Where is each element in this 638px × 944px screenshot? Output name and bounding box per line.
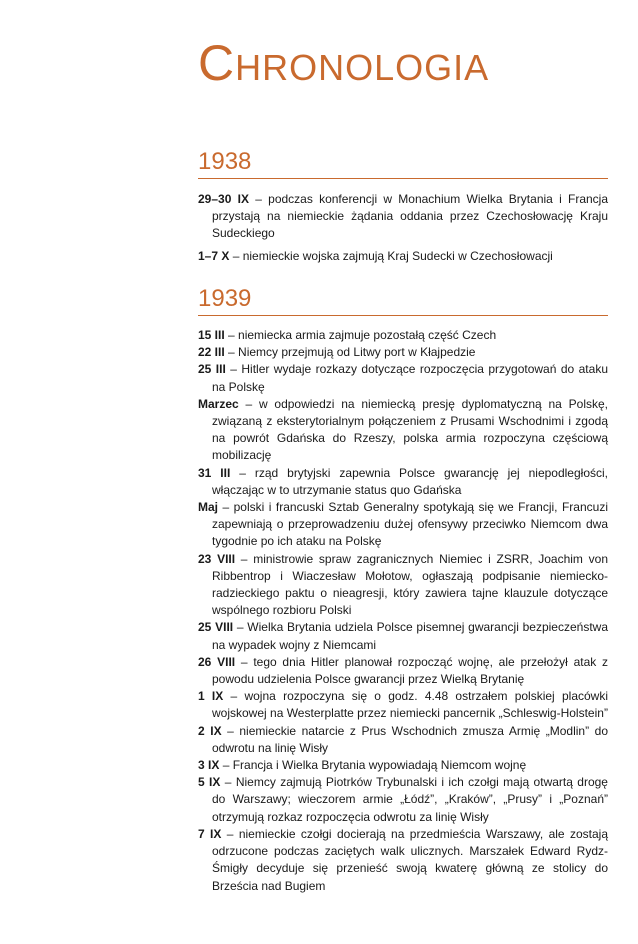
timeline-entry: [198, 344, 608, 361]
entry-date: 2 IX: [198, 723, 222, 738]
entry-text: – niemieckie wojska zajmują Kraj Sudecki w Czechosłowacji: [229, 248, 553, 263]
timeline-entry: [198, 723, 608, 757]
timeline-entry: [198, 499, 608, 551]
entry-text: – niemieckie natarcie z Prus Wschodnich zmusza Armię „Modlin” do odwrotu na linię Wisły: [212, 723, 608, 755]
entry-date: 1–7 X: [198, 248, 230, 263]
entry-date: Maj: [198, 500, 219, 515]
timeline-entry: [198, 361, 608, 395]
entry-text: – wojna rozpoczyna się o godz. 4.48 ostrzałem polskiej placówki wojskowej na Westerplatte przez niemiecki pancernik „Schleswig-Holstein”: [212, 689, 608, 721]
entry-date: 7 IX: [198, 826, 222, 841]
entry-text: – niemieckie czołgi docierają na przedmieścia Warszawy, ale zostają odrzucone podczas zaciętych walk ulicznych. Marszałek Edward Rydz-Śmigły decyduje się przenieść swoją kwaterę główną ze stolicy do Brześcia nad Bugiem: [212, 826, 608, 893]
timeline-entry: [198, 619, 608, 653]
entry-text: – Hitler wydaje rozkazy dotyczące rozpoczęcia przygotowań do ataku na Polskę: [212, 362, 608, 394]
entries-1939: [198, 327, 608, 895]
timeline-entry: [198, 327, 608, 344]
timeline-entry: [198, 191, 608, 243]
entry-text: – Niemcy przejmują od Litwy port w Kłajpedzie: [224, 345, 476, 360]
timeline-entry: [198, 826, 608, 895]
entry-text: – niemiecka armia zajmuje pozostałą część Czech: [224, 328, 497, 342]
entry-date: 22 III: [198, 345, 225, 360]
entry-text: – Wielka Brytania udziela Polsce pisemnej gwarancji bezpieczeństwa na wypadek wojny z Niemcami: [212, 620, 608, 652]
entry-date: 5 IX: [198, 775, 221, 790]
entry-text: – Niemcy zajmują Piotrków Trybunalski i ich czołgi mają otwartą drogę do Warszawy; wieczorem armie „Łódź”, „Kraków”, „Prusy” i „Poznań” otrzymują rozkaz rozpoczęcia odwrotu za linię Wisły: [212, 775, 608, 824]
entry-text: – tego dnia Hitler planował rozpocząć wojnę, ale przełożył atak z powodu udzielenia Polsce gwarancji przez Wielką Brytanię: [212, 654, 609, 687]
entry-text: – podczas konferencji w Monachium Wielka Brytania i Francja przystają na niemieckie żądania oddania przez Czechosłowację Kraju Sudeckiego: [212, 192, 609, 241]
year-heading-1938: 1938: [198, 148, 608, 179]
timeline-entry: [198, 774, 608, 826]
timeline-entry: [198, 654, 608, 688]
page-title-initial: C: [198, 35, 236, 91]
entry-text: – rząd brytyjski zapewnia Polsce gwarancję jej niepodległości, włączając w to utrzymanie status quo Gdańska: [212, 465, 608, 497]
page-title-rest: HRONOLOGIA: [235, 47, 490, 88]
entry-date: 26 VIII: [198, 654, 236, 669]
timeline-entry: [198, 465, 608, 499]
entry-date: 25 III: [198, 362, 226, 377]
entry-date: Marzec: [198, 396, 239, 411]
entry-date: 3 IX: [198, 758, 220, 773]
entry-date: 31 III: [198, 465, 231, 480]
entry-date: 23 VIII: [198, 551, 236, 566]
timeline-entry: [198, 688, 608, 722]
year-heading-1939: 1939: [198, 285, 608, 316]
entry-date: 15 III: [198, 328, 225, 342]
entry-text: – polski i francuski Sztab Generalny spotykają się we Francji, Francuzi zapewniają o przeprowadzeniu dużej ofensywy przeciwko Niemcom dwa tygodnie po ich ataku na Polskę: [212, 500, 608, 549]
entries-1938: [198, 191, 608, 265]
timeline-entry: [198, 396, 608, 465]
entry-date: 25 VIII: [198, 620, 234, 635]
page-title: [198, 35, 490, 91]
entry-text: – ministrowie spraw zagranicznych Niemiec i ZSRR, Joachim von Ribbentrop i Wiaczesław Mołotow, ogłaszają podpisanie niemiecko-radzieckiego paktu o nieagresji, który zawiera tajne klauzule dotyczące wspólnego rozbioru Polski: [212, 551, 608, 618]
entry-text: – Francja i Wielka Brytania wypowiadają Niemcom wojnę: [219, 758, 527, 773]
timeline-entry: [198, 551, 608, 620]
entry-text: – w odpowiedzi na niemiecką presję dyplomatyczną na Polskę, związaną z eksterytorialnym połączeniem z Prusami Wschodnimi i zgodą na powrót Gdańska do Rzeszy, polska armia rozpoczyna częściową mobilizację: [212, 396, 608, 463]
timeline-entry: [198, 248, 608, 265]
entry-date: 29–30 IX: [198, 192, 249, 206]
entry-date: 1 IX: [198, 689, 224, 704]
timeline-entry: [198, 757, 608, 774]
